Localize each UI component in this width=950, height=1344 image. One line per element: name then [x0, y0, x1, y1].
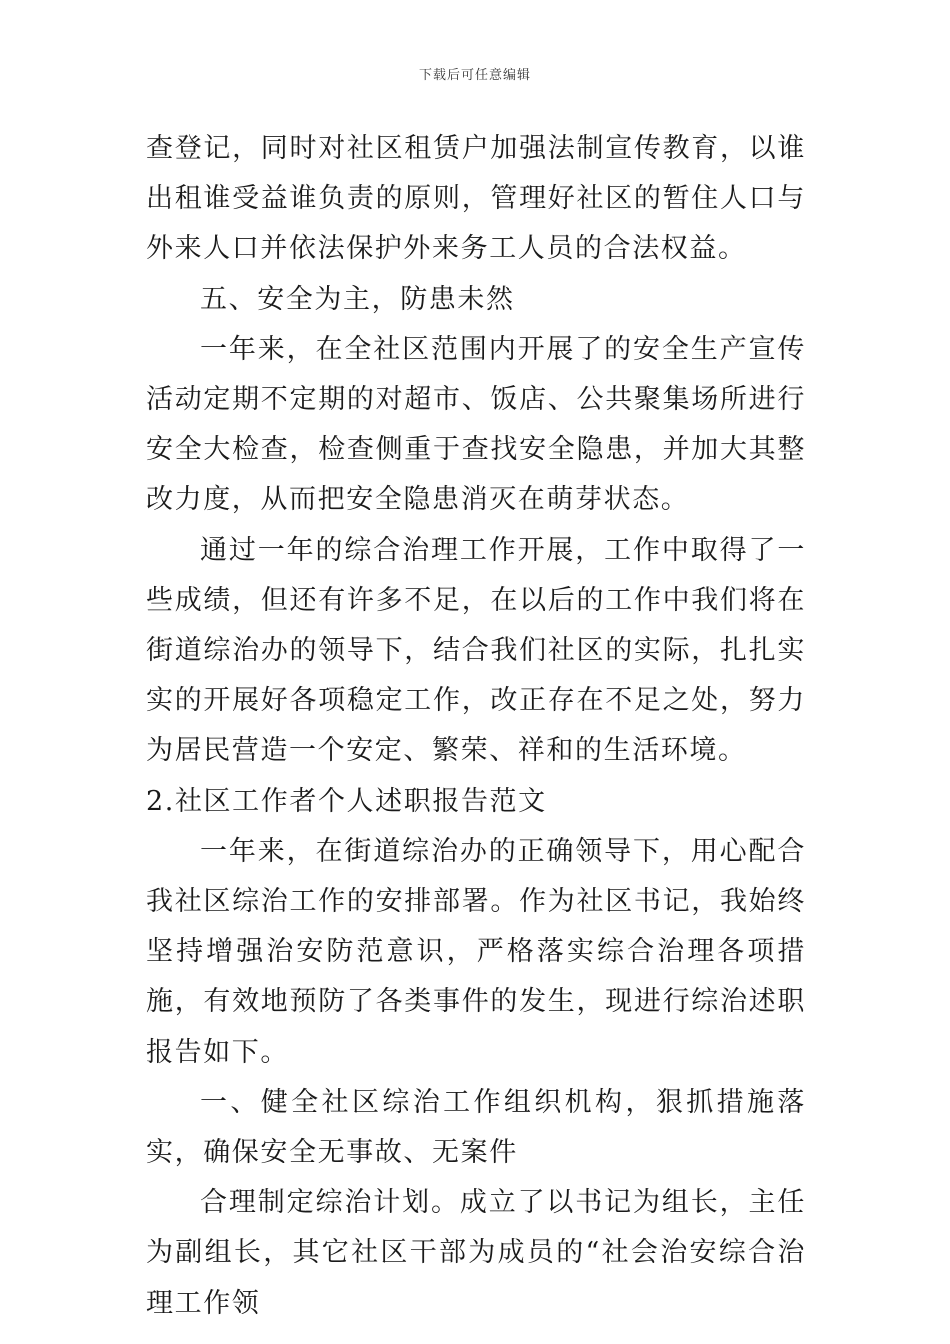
article-title-2: 2.社区工作者个人述职报告范文: [146, 785, 547, 817]
paragraph-5: 合理制定综治计划。成立了以书记为组长，主任为副组长，其它社区干部为成员的“社会治安综合治理工作领: [146, 1187, 806, 1319]
section-heading-5: 五、安全为主，防患未然: [200, 283, 515, 315]
paragraph-2: 一年来，在全社区范围内开展了的安全生产宣传活动定期不定期的对超市、饭店、公共聚集场所进行安全大检查，检查侧重于查找安全隐患，并加大其整改力度，从而把安全隐患消灭在萌芽状态。: [146, 333, 806, 516]
paragraph-1: 查登记，同时对社区租赁户加强法制宣传教育，以谁出租谁受益谁负责的原则，管理好社区的暂住人口与外来人口并依法保护外来务工人员的合法权益。: [146, 133, 806, 265]
page-header-note: 下载后可任意编辑: [418, 68, 531, 83]
section-heading-1: 一、健全社区综治工作组织机构，狠抓措施落实，确保安全无事故、无案件: [146, 1086, 806, 1169]
document-body: [146, 124, 806, 1329]
paragraph-4: 一年来，在街道综治办的正确领导下，用心配合我社区综治工作的安排部署。作为社区书记，我始终坚持增强治安防范意识，严格落实综合治理各项措施，有效地预防了各类事件的发生，现进行综治述职报告如下。: [146, 835, 806, 1068]
paragraph-3: 通过一年的综合治理工作开展，工作中取得了一些成绩，但还有许多不足，在以后的工作中我们将在街道综治办的领导下，结合我们社区的实际，扎扎实实的开展好各项稳定工作，改正存在不足之处，努力为居民营造一个安定、繁荣、祥和的生活环境。: [146, 534, 806, 767]
